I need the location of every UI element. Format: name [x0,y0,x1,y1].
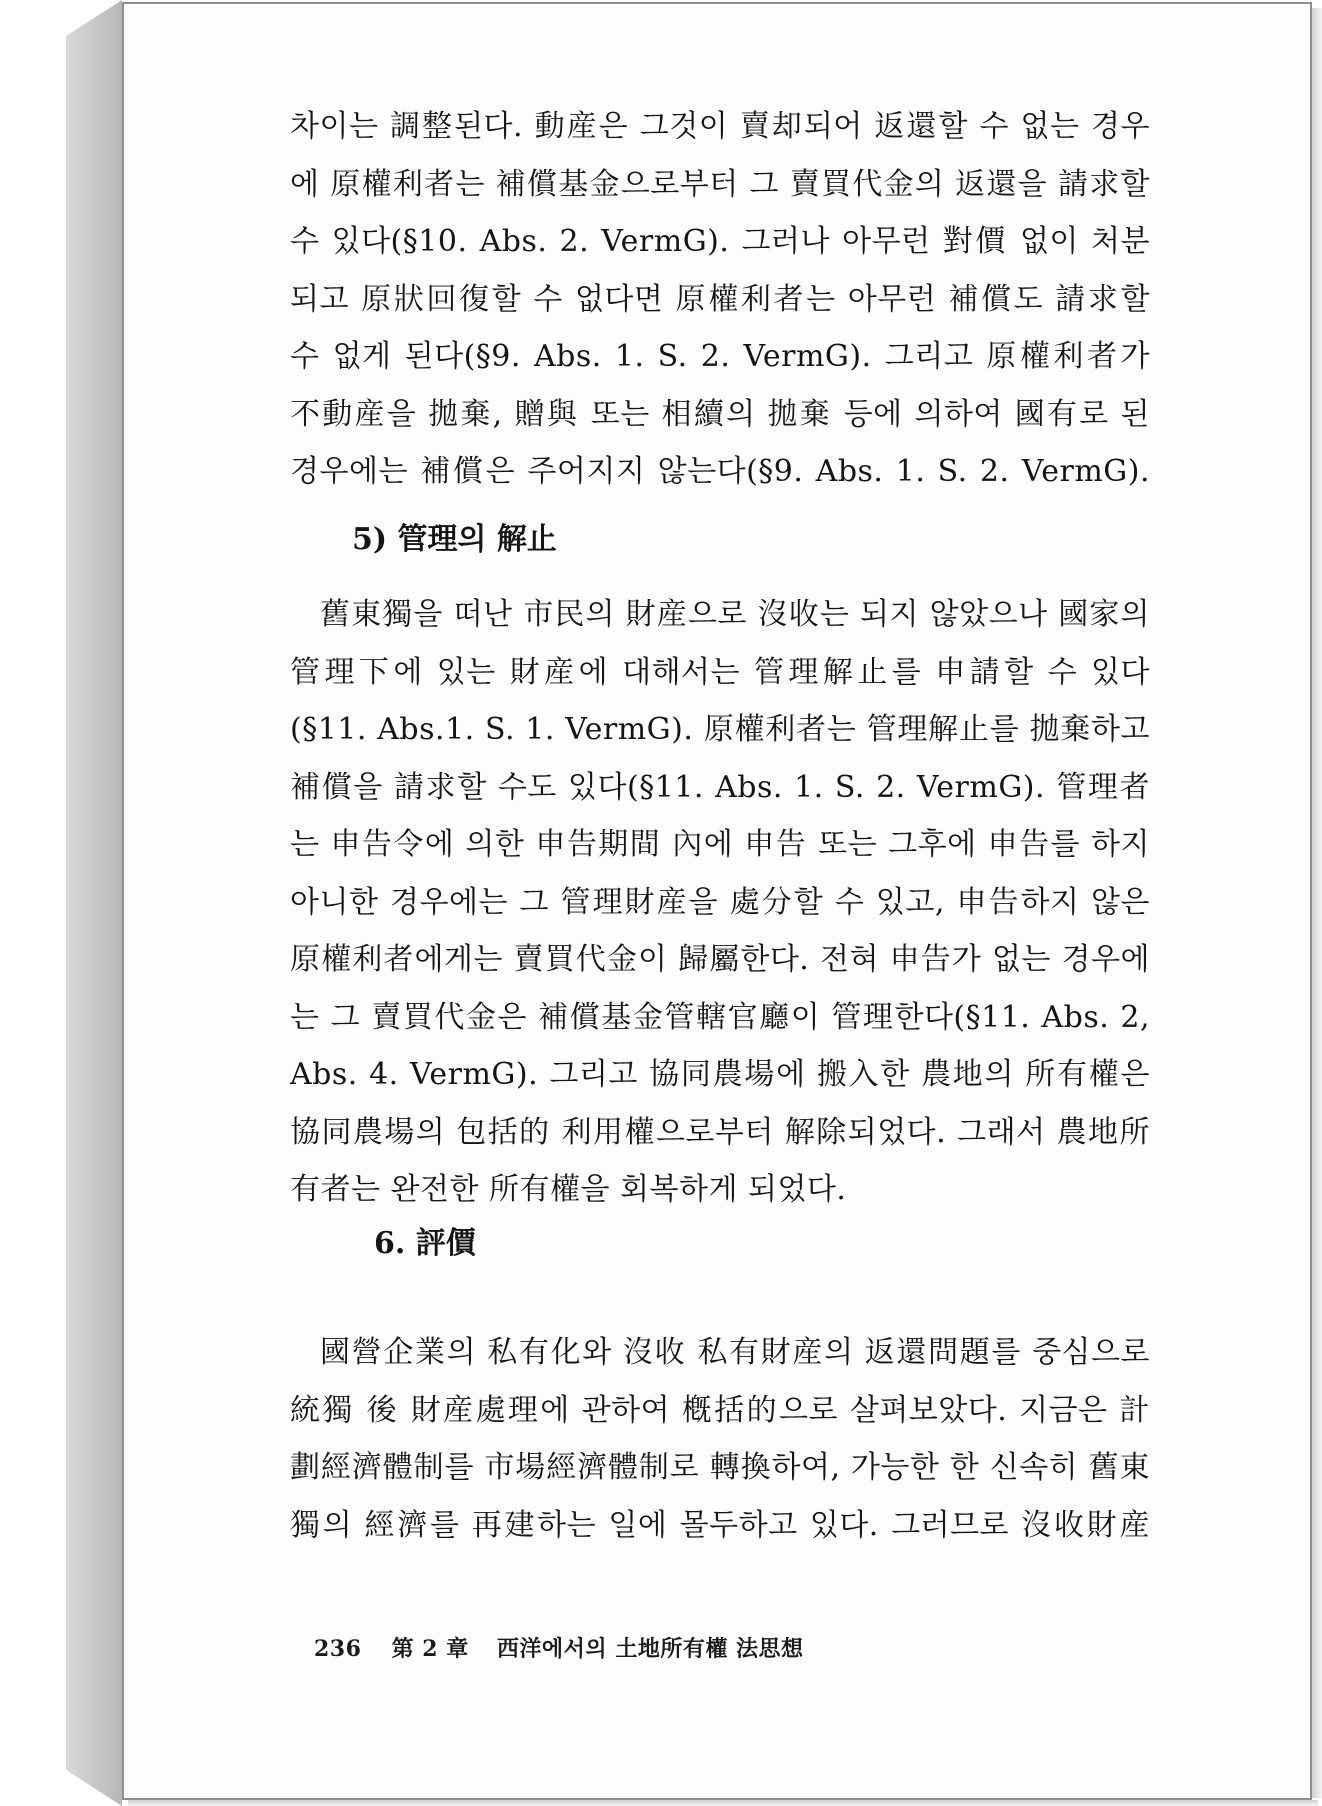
text-line: 에 原權利者는 補償基金으로부터 그 賣買代金의 返還을 請求할 [290,166,1150,202]
text-line: 되고 原狀回復할 수 없다면 原權利者는 아무런 補償도 請求할 [290,281,1150,317]
paragraph-compensation [290,98,1150,501]
text-line: 아니한 경우에는 그 管理財産을 處分할 수 있고, 申告하지 않은 [290,884,1150,920]
section-heading-management-termination: 5) 管理의 解止 [352,522,557,557]
text-line: 는 申告令에 의한 申告期間 內에 申告 또는 그후에 申告를 하지 [290,827,1150,862]
text-line: 原權利者에게는 賣買代金이 歸屬한다. 전혀 申告가 없는 경우에 [290,942,1150,977]
running-footer [314,1632,804,1663]
text-line: 수 있다(§10. Abs. 2. VermG). 그러나 아무런 對價 없이 처분 [290,224,1150,259]
paragraph-evaluation [290,1324,1150,1554]
paragraph-management-termination [290,586,1150,1219]
text-line: 有者는 완전한 所有權을 회복하게 되었다. [290,1172,847,1207]
page-edge-shadow [1312,8,1322,1798]
text-line: 獨의 經濟를 再建하는 일에 몰두하고 있다. 그러므로 沒收財産 [290,1507,1150,1543]
chapter-label: 第 2 章 [391,1636,469,1662]
text-line: (§11. Abs.1. S. 1. VermG). 原權利者는 管理解止를 拋棄하고 [290,712,1150,747]
text-line: 國營企業의 私有化와 沒收 私有財産의 返還問題를 중심으로 [320,1335,1150,1370]
page-bottom-shadow [128,1800,1318,1806]
text-line: 수 없게 된다(§9. Abs. 1. S. 2. VermG). 그리고 原權利者가 [290,339,1150,374]
section-heading-evaluation: 6. 評價 [374,1226,476,1261]
text-line: 補償을 請求할 수도 있다(§11. Abs. 1. S. 2. VermG). 管理者 [290,769,1150,805]
book-spine [66,0,123,1806]
text-line: 劃經濟體制를 市場經濟體制로 轉換하여, 가능한 한 신속히 舊東 [290,1450,1150,1485]
text-line: 不動産을 拋棄, 贈與 또는 相續의 拋棄 등에 의하여 國有로 된 [290,396,1150,432]
text-line: Abs. 4. VermG). 그리고 協同農場에 搬入한 農地의 所有權은 [290,1057,1150,1092]
text-line: 차이는 調整된다. 動産은 그것이 賣却되어 返還할 수 없는 경우 [290,109,1150,144]
text-line: 경우에는 補償은 주어지지 않는다(§9. Abs. 1. S. 2. VermG). [290,454,1150,489]
text-line: 舊東獨을 떠난 市民의 財産으로 沒收는 되지 않았으나 國家의 [320,597,1150,632]
text-line: 統獨 後 財産處理에 관하여 槪括的으로 살펴보았다. 지금은 計 [290,1392,1150,1428]
text-line: 協同農場의 包括的 利用權으로부터 解除되었다. 그래서 農地所 [290,1114,1150,1150]
text-line: 管理下에 있는 財産에 대해서는 管理解止를 申請할 수 있다 [290,654,1150,690]
chapter-title: 西洋에서의 土地所有權 法思想 [496,1636,804,1662]
text-line: 는 그 賣買代金은 補償基金管轄官廳이 管理한다(§11. Abs. 2, [290,999,1150,1035]
page-number: 236 [314,1636,362,1662]
